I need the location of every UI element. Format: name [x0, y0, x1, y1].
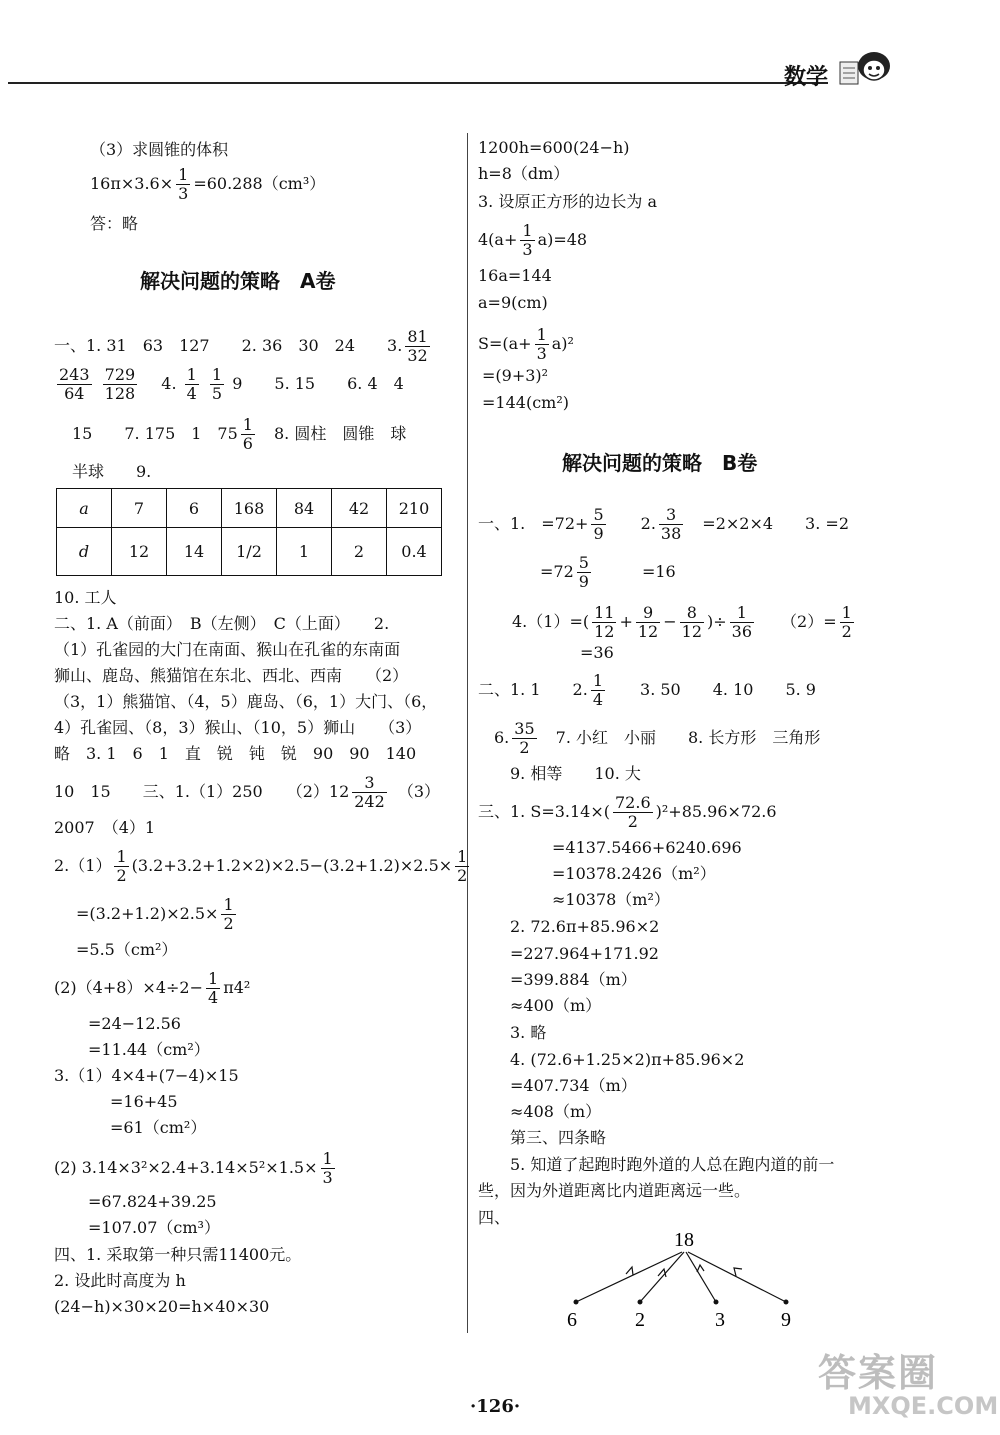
- a-e5: =24−12.56: [88, 1014, 181, 1033]
- a-p1: 二、1. A（前面） B（左侧） C（上面） 2.: [54, 614, 390, 633]
- arrow-icon: [734, 1268, 742, 1276]
- b-e16: 3. 略: [510, 1023, 547, 1042]
- arrow-icon: [626, 1267, 633, 1275]
- tree-edge: [688, 1252, 786, 1302]
- left-line-1: （3）求圆锥的体积: [90, 140, 229, 159]
- a-e8: =16+45: [110, 1092, 178, 1111]
- a-e15: (24−h)×30×20=h×40×30: [54, 1297, 270, 1316]
- b-part2-end: 9. 相等 10. 大: [510, 764, 641, 783]
- a-q3: 15 7. 175 1 75 $\frac{1}{6}$ 8. 圆柱 圆锥 球: [72, 415, 407, 453]
- a-q1: 一、1. 31 63 127 2. 36 30 24 3. $\frac{81}{32}$: [54, 327, 428, 365]
- b-e14: =399.884（m）: [510, 970, 637, 989]
- arrow-icon: [697, 1265, 704, 1272]
- table-cell: 210: [387, 489, 442, 528]
- tree-leaf: 2: [635, 1309, 645, 1330]
- table-cell: 7: [112, 489, 167, 528]
- tree-edge: [576, 1252, 682, 1302]
- tree-edge: [640, 1252, 684, 1302]
- table-cell: 12: [112, 528, 167, 576]
- table-cell: 6: [167, 489, 222, 528]
- b-e21: 5. 知道了起跑时跑外道的人总在跑内道的前一: [510, 1155, 835, 1174]
- section-title-a: 解决问题的策略 A卷: [140, 269, 336, 293]
- table-cell: 42: [332, 489, 387, 528]
- tree-node-dot: [784, 1300, 789, 1305]
- a-e11: =67.824+39.25: [88, 1192, 217, 1211]
- a-p3: 狮山、鹿岛、熊猫馆在东北、西北、西南 （2）: [54, 666, 409, 685]
- a-p2: （1）孔雀园的大门在南面、猴山在孔雀的东南面: [54, 640, 401, 659]
- tree-edge: [686, 1252, 716, 1302]
- a-e12: =107.07（cm³）: [88, 1218, 220, 1237]
- a-e4: (2)（4+8）×4÷2− $\frac{1}{4}$ π4²: [54, 969, 251, 1007]
- a-q10: 10. 工人: [54, 588, 117, 607]
- header-rule: [8, 82, 828, 84]
- table-cell: a: [57, 489, 112, 528]
- table-cell: 2: [332, 528, 387, 576]
- table-cell: 14: [167, 528, 222, 576]
- table-row: [57, 528, 442, 576]
- b-e18: =407.734（m）: [510, 1076, 637, 1095]
- b-e22: 些，因为外道距离比内道距离远一些。: [478, 1181, 751, 1200]
- b-q1: 一、1. =72+ $\frac{5}{9}$ 2. $\frac{3}{38}$ =2×2×4 3. =2: [478, 505, 849, 543]
- b-q4-result: =36: [580, 643, 614, 662]
- b-e12: 2. 72.6π+85.96×2: [510, 917, 660, 936]
- a-e3: =5.5（cm²）: [76, 940, 178, 959]
- b-e10: =10378.2426（m²）: [552, 864, 716, 883]
- b-e23: 四、: [478, 1208, 511, 1227]
- tree-node-dot: [638, 1300, 643, 1305]
- a-p4: （3，1）熊猫馆、（4，5）鹿岛、（6，1）大门、（6，: [54, 692, 438, 711]
- b-e9: =4137.5466+6240.696: [552, 838, 742, 857]
- r-line-8: =(9+3)²: [482, 366, 549, 385]
- table-cell: 0.4: [387, 528, 442, 576]
- watermark-url: MXQE.COM: [848, 1392, 999, 1420]
- tree-node-dot: [714, 1300, 719, 1305]
- r-line-6: a=9(cm): [478, 293, 548, 312]
- a-q4: 半球 9.: [72, 462, 152, 481]
- a-e13: 四、1. 采取第一种只需11400元。: [54, 1245, 302, 1264]
- table-cell: 1/2: [222, 528, 277, 576]
- r-line-1: 1200h=600(24−h): [478, 138, 630, 157]
- b-e13: =227.964+171.92: [510, 944, 659, 963]
- r-line-9: =144(cm²): [482, 393, 569, 412]
- b-e17: 4. (72.6+1.25×2)π+85.96×2: [510, 1050, 745, 1069]
- r-line-7: S=(a+ $\frac{1}{3}$ a)²: [478, 325, 574, 363]
- tree-leaf: 3: [715, 1309, 725, 1330]
- a-e14: 2. 设此时高度为 h: [54, 1271, 186, 1290]
- a-p8: 2007 （4）1: [54, 818, 156, 837]
- r-line-4: 4(a+ $\frac{1}{3}$ a)=48: [478, 221, 588, 259]
- a-e7: 3.（1）4×4+(7−4)×15: [54, 1066, 239, 1085]
- data-table: [56, 488, 442, 576]
- table-cell: 84: [277, 489, 332, 528]
- a-e2: =(3.2+1.2)×2.5× $\frac{1}{2}$: [76, 895, 234, 933]
- b-part3-1: 三、1. S=3.14×( $\frac{72.6}{2}$ )²+85.96×72.6: [478, 793, 777, 831]
- left-line-2: 16π×3.6× $\frac{1}{3}$ =60.288（cm³）: [90, 165, 326, 203]
- subject-title: 数学: [784, 65, 829, 90]
- left-line-3: 答：略: [90, 214, 139, 233]
- a-e10: (2) 3.14×3²×2.4+3.14×5²×1.5× $\frac{1}{3}$: [54, 1149, 333, 1187]
- a-p6: 略 3. 1 6 1 直 锐 钝 锐 90 90 140: [54, 744, 417, 763]
- arrow-icon: [658, 1269, 666, 1277]
- a-e6: =11.44（cm²）: [88, 1040, 210, 1059]
- table-cell: 1: [277, 528, 332, 576]
- b-part2-cont: 6. $\frac{35}{2}$ 7. 小红 小丽 8. 长方形 三角形: [494, 719, 821, 757]
- mascot-icon: [836, 44, 896, 94]
- factor-tree-diagram: [540, 1226, 830, 1330]
- r-line-2: h=8（dm）: [478, 164, 570, 183]
- page-number: ·126·: [470, 1396, 521, 1417]
- b-e19: ≈408（m）: [510, 1102, 602, 1121]
- tree-root: 18: [674, 1229, 694, 1251]
- a-p7: 10 15 三、1.（1）250 （2）12 $\frac{3}{242}$ （3）: [54, 773, 440, 811]
- tree-leaf: 9: [781, 1309, 791, 1330]
- table-cell: d: [57, 528, 112, 576]
- a-e9: =61（cm²）: [110, 1118, 207, 1137]
- r-line-3: 3. 设原正方形的边长为 a: [478, 192, 657, 211]
- column-divider: [467, 133, 468, 1333]
- b-q1-cont: =72 $\frac{5}{9}$ =16: [540, 553, 676, 591]
- b-part2: 二、1. 1 2. $\frac{1}{4}$ 3. 50 4. 10 5. 9: [478, 671, 816, 709]
- a-e1: 2.（1） $\frac{1}{2}$ (3.2+3.2+1.2×2)×2.5−(3.2+1.2)×2.5× $\frac{1}{2}$: [54, 847, 468, 885]
- a-p5: 4）孔雀园、（8，3）猴山、（10，5）狮山 （3）: [54, 718, 422, 737]
- b-e15: ≈400（m）: [510, 996, 602, 1015]
- b-e20: 第三、四条略: [510, 1128, 607, 1147]
- section-title-b: 解决问题的策略 B卷: [562, 451, 758, 475]
- b-q4: 4.（1）=( $\frac{11}{12}$ + $\frac{9}{12}$ − $\frac{8}{12}$ )÷ $\frac{1}{36}$ （2）= $\frac{1}{2}$: [512, 603, 852, 641]
- table-row: [57, 489, 442, 528]
- b-e11: ≈10378（m²）: [552, 890, 670, 909]
- table-cell: 168: [222, 489, 277, 528]
- tree-node-dot: [574, 1300, 579, 1305]
- watermark-logo: 答案圈: [818, 1351, 939, 1395]
- r-line-5: 16a=144: [478, 266, 552, 285]
- tree-leaf: 6: [567, 1309, 577, 1330]
- a-q2: $\frac{243}{64}$ $\frac{729}{128}$ 4. $\frac{1}{4}$ $\frac{1}{5}$ 9 5. 15 6. 4 4: [59, 365, 404, 403]
